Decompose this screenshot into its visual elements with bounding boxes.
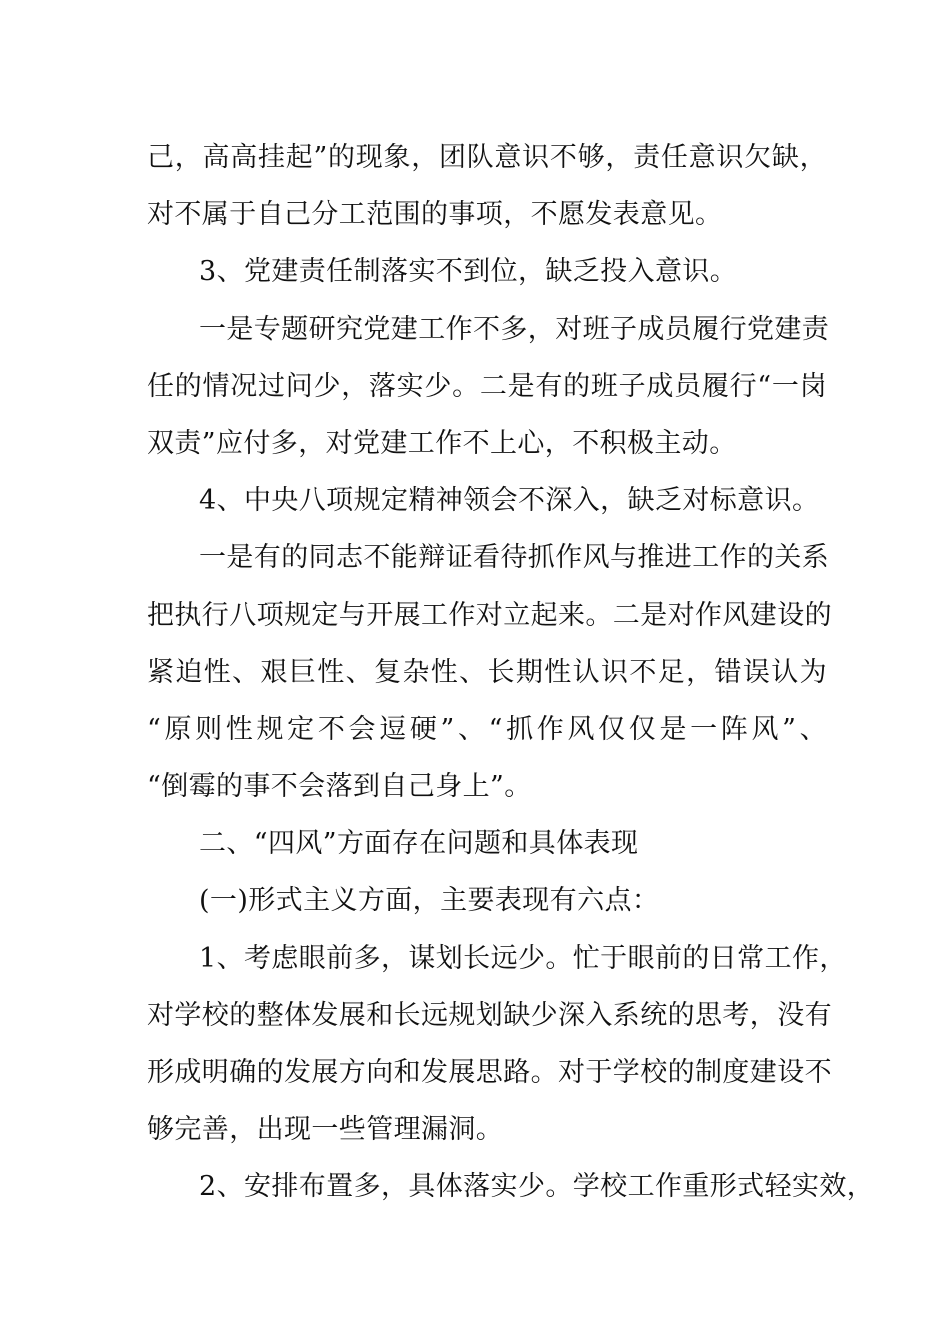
text-line: 任的情况过问少，落实少。二是有的班子成员履行“一岗: [147, 370, 827, 402]
text-line: 够完善，出现一些管理漏洞。: [147, 1114, 504, 1146]
text-line: 二、“四风”方面存在问题和具体表现: [199, 828, 639, 860]
text-line: “原则性规定不会逗硬”、“抓作风仅仅是一阵风”、: [147, 713, 827, 745]
text-line: 对不属于自己分工范围的事项，不愿发表意见。: [147, 199, 723, 231]
text-line: 3、党建责任制落实不到位，缺乏投入意识。: [199, 256, 738, 288]
text-line: 形成明确的发展方向和发展思路。对于学校的制度建设不: [147, 1057, 832, 1088]
text-line: 把执行八项规定与开展工作对立起来。二是对作风建设的: [147, 599, 832, 631]
text-line: 紧迫性、艰巨性、复杂性、长期性认识不足，错误认为: [147, 656, 827, 688]
text-line: 一是有的同志不能辩证看待抓作风与推进工作的关系: [199, 542, 830, 574]
document-body: [147, 129, 875, 1216]
text-line: 对学校的整体发展和长远规划缺少深入系统的思考，没有: [147, 999, 832, 1031]
text-line: 一是专题研究党建工作不多，对班子成员履行党建责: [199, 313, 830, 345]
text-line: 4、中央八项规定精神领会不深入，缺乏对标意识。: [199, 485, 820, 517]
text-line: 1、考虑眼前多，谋划长远少。忙于眼前的日常工作，: [199, 942, 847, 974]
text-line: 己，高高挂起”的现象，团队意识不够，责任意识欠缺，: [147, 142, 827, 173]
text-line: 双责”应付多，对党建工作不上心，不积极主动。: [147, 427, 737, 459]
text-line: (一)形式主义方面，主要表现有六点：: [199, 885, 660, 917]
text-line: “倒霉的事不会落到自己身上”。: [147, 771, 532, 803]
text-line: 2、安排布置多，具体落实少。学校工作重形式轻实效，: [199, 1171, 875, 1203]
